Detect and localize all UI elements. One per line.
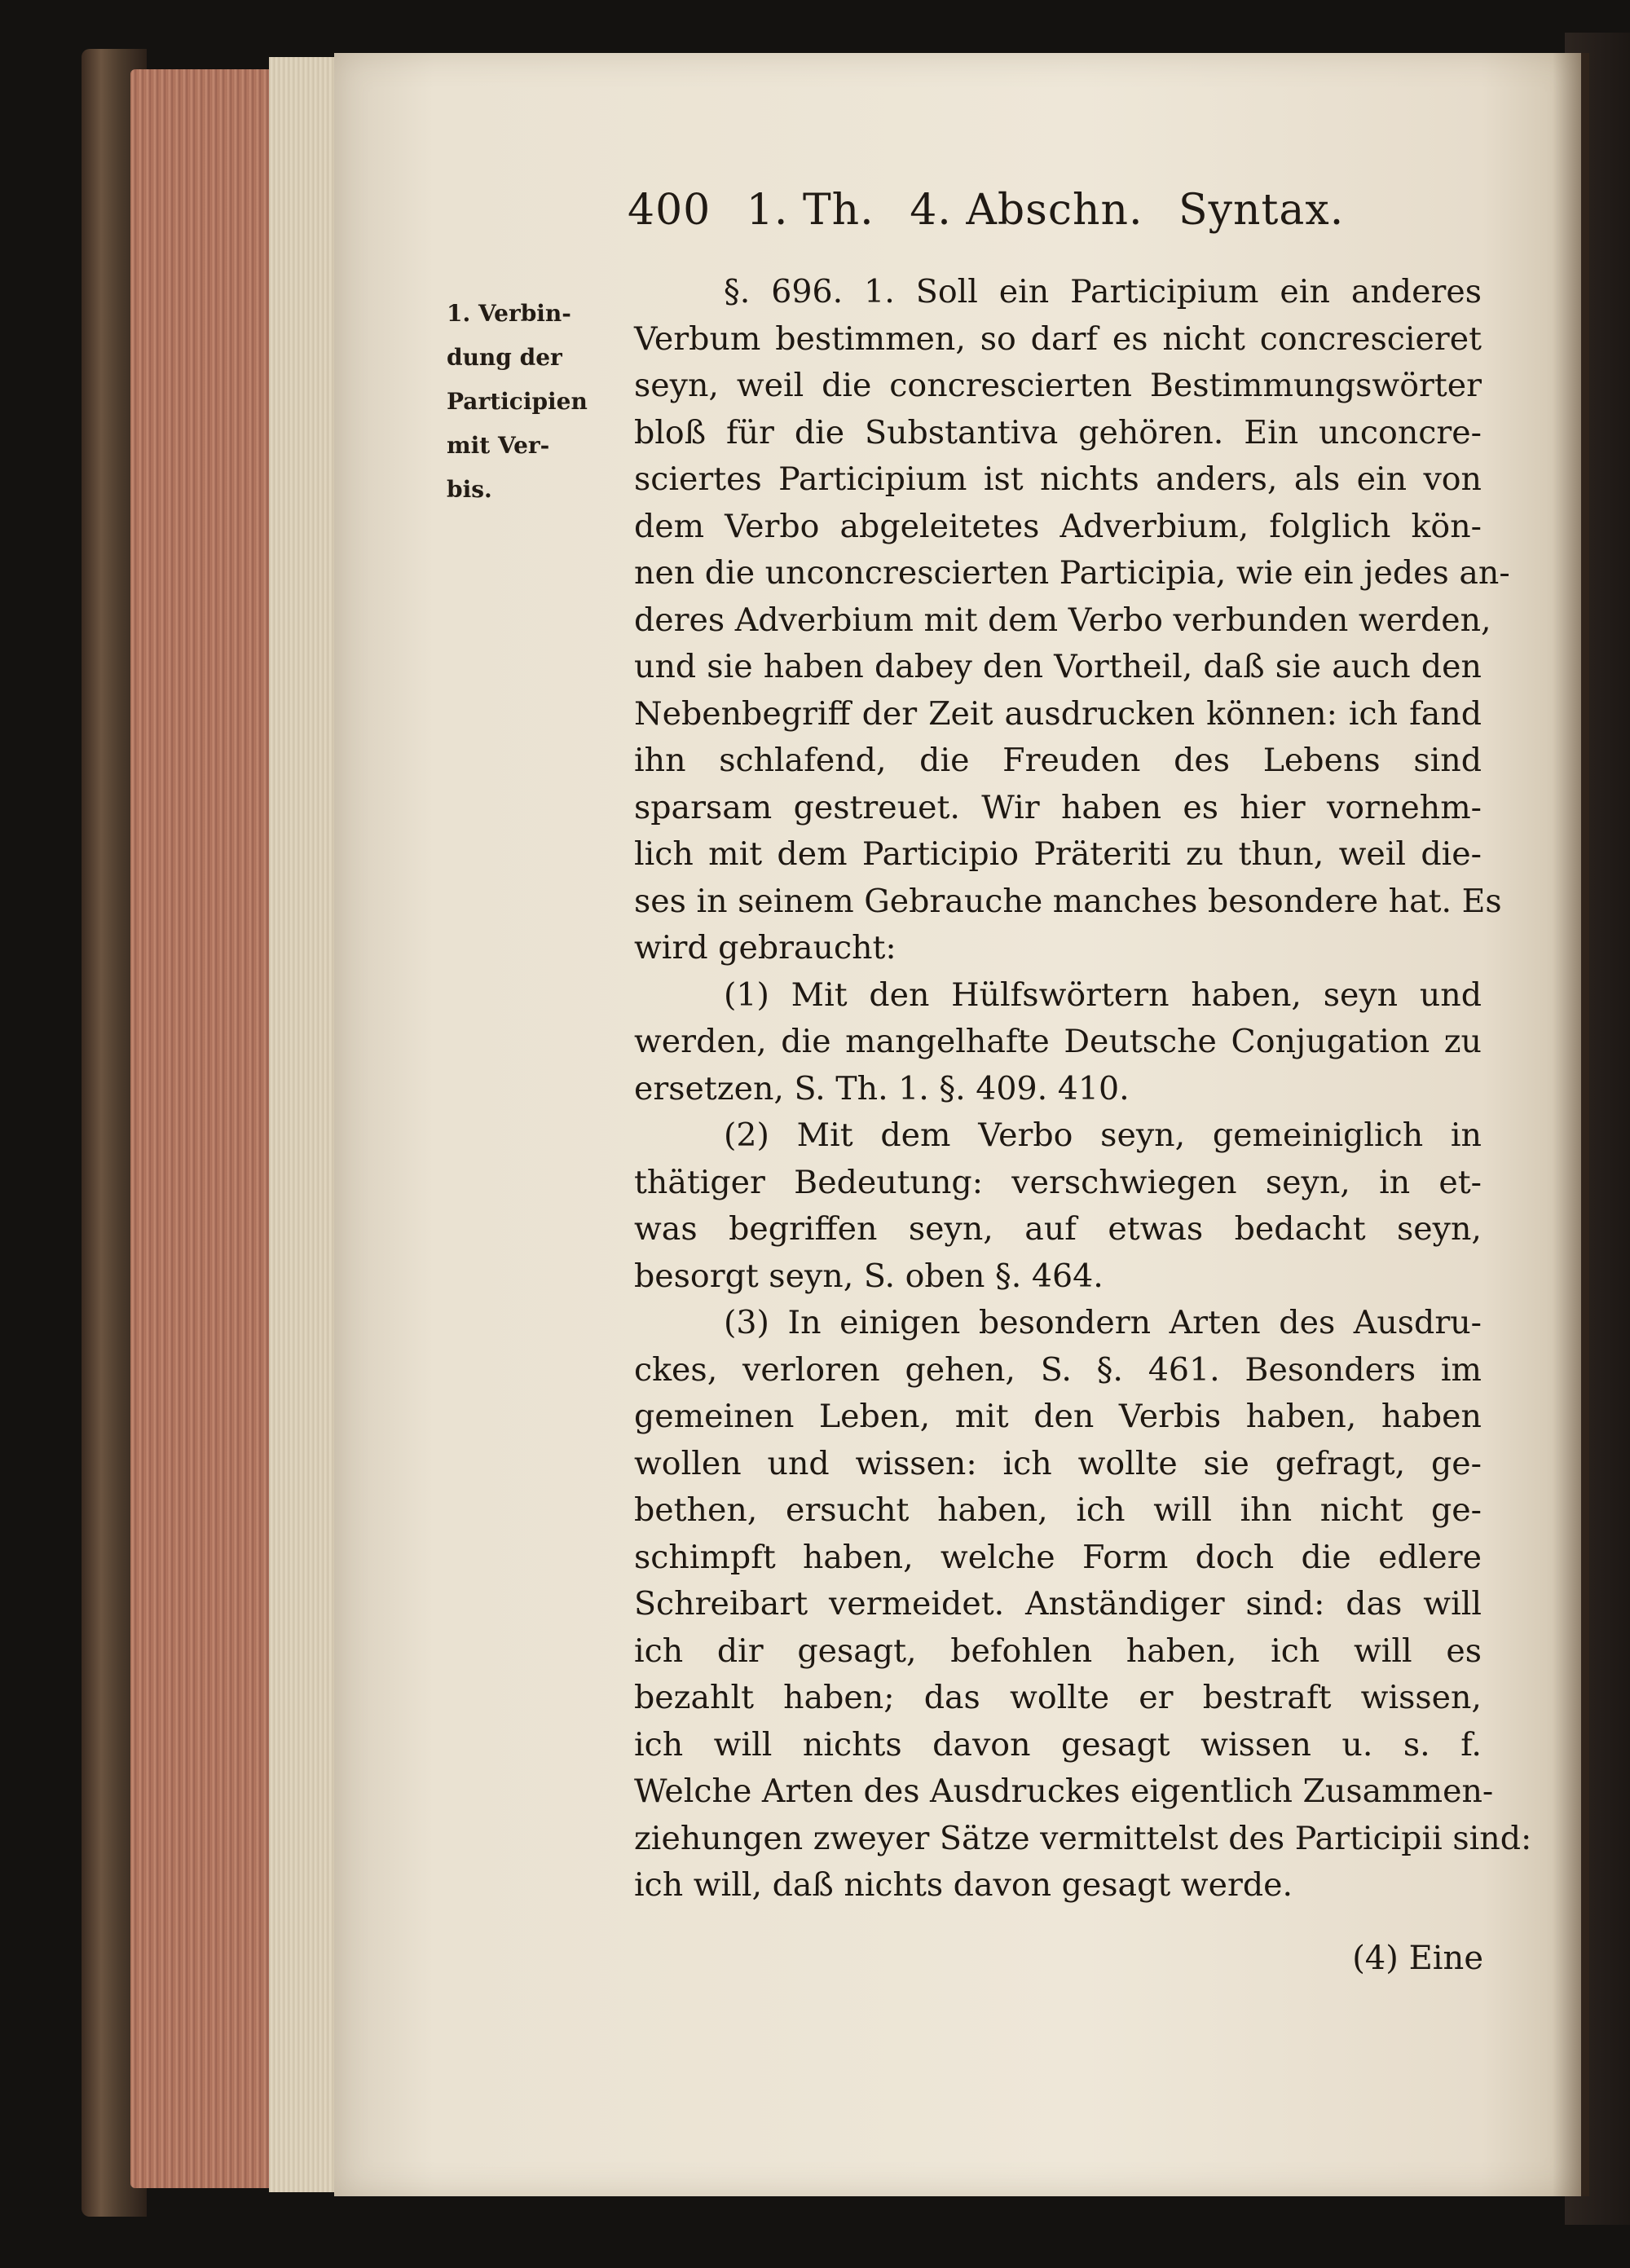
text-line: Nebenbegriff der Zeit ausdrucken können: ich fand (634, 694, 1482, 733)
text-line: §. 696. 1. Soll ein Participium ein anderes (724, 273, 1482, 310)
margin-note-line: dung der (447, 344, 562, 371)
text-line: (1) Mit den Hülfswörtern haben, seyn und (724, 975, 1482, 1014)
text-line: Welche Arten des Ausdruckes eigentlich Zusammen- (634, 1773, 1494, 1810)
text-line: werden, die mangelhafte Deutsche Conjugation zu (634, 1023, 1482, 1060)
body-text (634, 269, 1532, 1909)
text-line: lich mit dem Participio Präteriti zu thun, weil die- (634, 835, 1482, 873)
text-line: wird gebraucht: (634, 929, 896, 967)
margin-note-line: bis. (447, 476, 492, 503)
text-line: ich dir gesagt, befohlen haben, ich will es (634, 1632, 1482, 1670)
margin-note-line: 1. Verbin- (447, 300, 571, 327)
text-line: sparsam gestreuet. Wir haben es hier vornehm- (634, 788, 1482, 826)
margin-note-line: Participien (447, 388, 588, 415)
running-header (628, 186, 1443, 235)
text-line: ich will nichts davon gesagt wissen u. s. f. (634, 1725, 1482, 1764)
text-line: schimpft haben, welche Form doch die edlere (634, 1538, 1482, 1576)
text-line: was begriffen seyn, auf etwas bedacht seyn, (634, 1210, 1482, 1248)
text-line: Schreibart vermeidet. Anständiger sind: das will (634, 1585, 1482, 1623)
text-line: gemeinen Leben, mit den Verbis haben, haben (634, 1398, 1482, 1435)
marginal-note (447, 292, 634, 512)
header-title: Syntax. (1178, 186, 1345, 235)
header-part: 1. Th. (746, 186, 874, 235)
page-edges-inner (269, 57, 334, 2192)
catchword: (4) Eine (1352, 1940, 1483, 1977)
page-gutter-shadow (1553, 53, 1589, 2196)
text-line: ersetzen, S. Th. 1. §. 409. 410. (634, 1069, 1130, 1108)
text-line: ckes, verloren gehen, S. §. 461. Besonders im (634, 1350, 1482, 1389)
text-line: (3) In einigen besondern Arten des Ausdru- (724, 1304, 1482, 1341)
text-line: besorgt seyn, S. oben §. 464. (634, 1257, 1104, 1295)
text-line: thätiger Bedeutung: verschwiegen seyn, in et- (634, 1163, 1482, 1201)
text-line: ziehungen zweyer Sätze vermittelst des Participii sind: (634, 1819, 1532, 1857)
text-line: Verbum bestimmen, so darf es nicht concrescieret (634, 319, 1482, 358)
text-line: deres Adverbium mit dem Verbo verbunden werden, (634, 601, 1491, 639)
text-line: (2) Mit dem Verbo seyn, gemeiniglich in (724, 1116, 1482, 1154)
text-line: ich will, daß nichts davon gesagt werde. (634, 1866, 1293, 1904)
text-line: bloß für die Substantiva gehören. Ein unconcre- (634, 413, 1482, 451)
text-line: ses in seinem Gebrauche manches besondere hat. Es (634, 882, 1502, 920)
text-line: sciertes Participium ist nichts anders, als ein von (634, 460, 1482, 498)
header-section: 4. Abschn. (910, 186, 1143, 235)
margin-note-line: mit Ver- (447, 432, 550, 459)
text-line: bethen, ersucht haben, ich will ihn nicht ge- (634, 1491, 1482, 1529)
text-line: nen die unconcrescierten Participia, wie ein jedes an- (634, 554, 1510, 592)
text-line: ihn schlafend, die Freuden des Lebens sind (634, 742, 1482, 779)
page-number: 400 (628, 186, 711, 235)
text-line: wollen und wissen: ich wollte sie gefragt, ge- (634, 1444, 1482, 1482)
text-line: dem Verbo abgeleitetes Adverbium, folglich kön- (634, 507, 1482, 545)
text-line: seyn, weil die concrescierten Bestimmungswörter (634, 367, 1482, 404)
text-line: und sie haben dabey den Vortheil, daß sie auch den (634, 648, 1482, 685)
text-line: bezahlt haben; das wollte er bestraft wissen, (634, 1679, 1482, 1716)
